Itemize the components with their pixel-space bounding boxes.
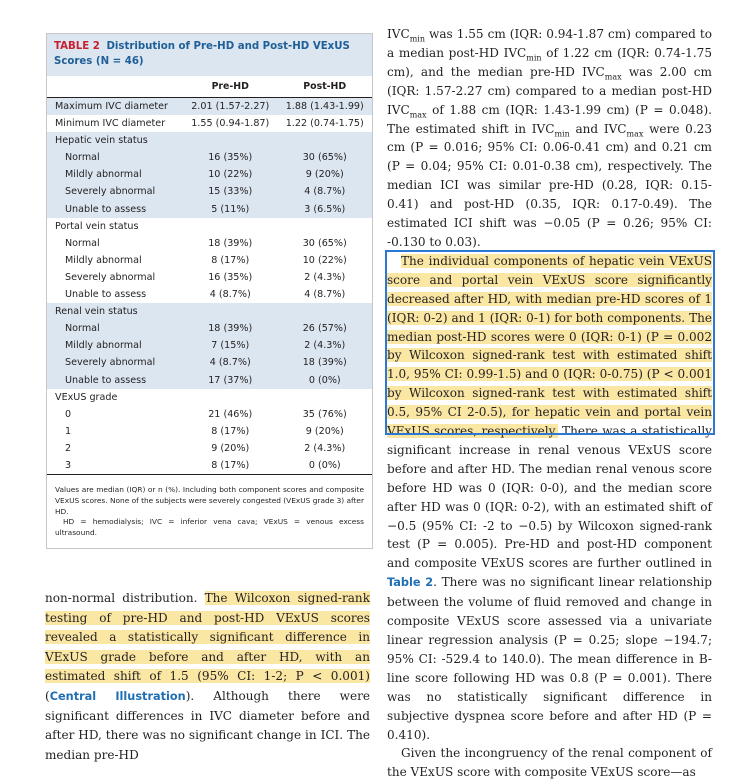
post-hd-value: 1.88 (1.43-1.99) xyxy=(278,98,373,116)
post-hd-value xyxy=(278,218,373,235)
sub-min: min xyxy=(554,128,570,138)
regression-text: . There was no significant linear relationship between the volume of fluid removed and change in composite VExUS score assessed via a univariate linear regression analysis (P = 0.25; slope −194.7; 95% CI: -529.4 to 140.0). The mean difference in B-line score following HD was 0.8 (P = 0.001). There was no statistically significant difference in subjective dyspnea score before and after HD (P = 0.410). xyxy=(387,575,712,742)
pre-hd-value: 4 (8.7%) xyxy=(209,289,251,301)
post-hd-value: 2 (4.3%) xyxy=(304,271,346,283)
pre-hd-value: 2.01 (1.57-2.27) xyxy=(183,98,278,116)
table-row xyxy=(47,183,372,200)
sub-max: max xyxy=(626,128,644,138)
ivc-text-6: and IVC xyxy=(569,121,627,136)
pre-hd-value: 15 (33%) xyxy=(183,183,278,200)
header-post-hd: Post-HD xyxy=(278,76,373,98)
table-grid xyxy=(47,76,372,475)
row-label: Hepatic vein status xyxy=(47,132,183,149)
row-label: Renal vein status xyxy=(47,303,183,320)
pre-hd-value: 18 (39%) xyxy=(183,320,278,337)
post-hd-value xyxy=(278,389,373,406)
table-row xyxy=(47,440,372,457)
left-text-start: non-normal distribution. xyxy=(45,591,205,605)
pre-hd-value: 8 (17%) xyxy=(211,425,250,437)
central-illustration-link[interactable]: Central Illustration xyxy=(49,689,186,703)
table-row xyxy=(47,406,372,423)
post-hd-value: 1.22 (0.74-1.75) xyxy=(285,118,364,130)
post-hd-value: 4 (8.7%) xyxy=(278,183,373,200)
incongruency-paragraph: Given the incongruency of the renal component of the VExUS score with composite VExUS score—as xyxy=(387,746,712,780)
table-row xyxy=(47,252,372,269)
post-hd-value: 10 (22%) xyxy=(302,254,347,266)
table-row xyxy=(47,423,372,440)
pre-hd-value: 8 (17%) xyxy=(183,457,278,475)
pre-hd-value: 1.55 (0.94-1.87) xyxy=(191,118,270,130)
pre-hd-value: 9 (20%) xyxy=(211,442,250,454)
post-hd-value: 35 (76%) xyxy=(302,408,347,420)
pre-hd-value: 21 (46%) xyxy=(208,408,253,420)
row-label: Portal vein status xyxy=(55,220,139,232)
pre-hd-value: 10 (22%) xyxy=(183,166,278,183)
table-footnote xyxy=(47,475,372,548)
row-label: VExUS grade xyxy=(55,391,118,403)
components-paragraph xyxy=(387,252,712,745)
post-hd-value: 30 (65%) xyxy=(278,149,373,166)
ivc-text-7: were 0.23 cm (P = 0.016; 95% CI: 0.06-0.41 cm) and 0.21 cm (P = 0.04; 95% CI: 0.01-0.38 cm), respectively. The median ICI was similar pre-HD (0.28, IQR: 0.15-0.41) and post-HD (0.35, IQR: 0.17-0.49). The estimated ICI shift was −0.05 (P = 0.26; 95% CI: -0.130 to 0.03). xyxy=(387,121,712,249)
table-abbreviations: HD = hemodialysis; IVC = inferior vena cava; VExUS = venous excess ultrasound. xyxy=(55,517,364,538)
pre-hd-value: 17 (37%) xyxy=(183,372,278,389)
row-label: Severely abnormal xyxy=(65,271,156,283)
table-row xyxy=(47,235,372,252)
left-paragraph xyxy=(45,589,370,765)
post-hd-value: 30 (65%) xyxy=(302,237,347,249)
row-label: Normal xyxy=(47,149,183,166)
pre-hd-value: 7 (15%) xyxy=(183,337,278,354)
post-hd-value: 4 (8.7%) xyxy=(304,289,346,301)
table-row xyxy=(47,201,372,218)
highlighted-wilcoxon-result: The Wilcoxon signed-rank testing of pre-HD and post-HD VExUS scores revealed a statistically significant difference in VExUS grade before and after HD, with an estimated shift of 1.5 (95% CI: 1-2; P < 0.001) xyxy=(45,591,370,684)
table-row xyxy=(47,354,372,371)
table-title: Distribution of Pre-HD and Post-HD VExUS Scores (N = 46) xyxy=(54,41,350,67)
sub-max: max xyxy=(604,72,622,82)
ivc-paragraph xyxy=(387,25,712,252)
table-label: TABLE 2 xyxy=(54,41,100,52)
post-hd-value: 0 (0%) xyxy=(278,372,373,389)
table-note: Values are median (IQR) or n (%). Including both component scores and composite VExUS scores. None of the subjects were severely congested (VExUS grade 3) after HD. xyxy=(55,485,364,516)
left-text-paren: ( xyxy=(45,688,50,703)
sub-min: min xyxy=(409,34,425,44)
table-row xyxy=(47,337,372,354)
table-row xyxy=(47,320,372,337)
sub-min: min xyxy=(526,53,542,63)
header-empty xyxy=(47,76,183,98)
row-label: Unable to assess xyxy=(47,201,183,218)
row-label: Minimum IVC diameter xyxy=(55,118,166,130)
table-row xyxy=(47,457,372,475)
post-hd-value: 3 (6.5%) xyxy=(278,201,373,218)
header-pre-hd: Pre-HD xyxy=(183,76,278,98)
row-label: Severely abnormal xyxy=(47,354,183,371)
row-label: Mildly abnormal xyxy=(47,337,183,354)
left-text-end: ). Although there were significant differences in IVC diameter before and after HD, there was no significant change in ICI. The median pre-HD xyxy=(45,688,370,762)
pre-hd-value xyxy=(183,218,278,235)
distribution-table xyxy=(46,33,373,549)
row-label: Mildly abnormal xyxy=(47,166,183,183)
pre-hd-value: 4 (8.7%) xyxy=(183,354,278,371)
post-hd-value: 0 (0%) xyxy=(278,457,373,475)
row-label: Severely abnormal xyxy=(47,183,183,200)
post-hd-value: 2 (4.3%) xyxy=(278,337,373,354)
highlighted-components-result: The individual components of hepatic vein VExUS score and portal vein VExUS score significantly decreased after HD, with median pre-HD scores of 1 (IQR: 0-2) and 1 (IQR: 0-1) for both components. The median post-HD scores were 0 (IQR: 0-1) (P = 0.002 by Wilcoxon signed-rank test with estimated shift 1.0, 95% CI: 0.99-1.5) and 0 (IQR: 0-0.75) (P < 0.001 by Wilcoxon signed-rank test with estimated shift 0.5, 95% CI 2-0.5), for hepatic vein and portal vein VExUS scores, respectively. xyxy=(387,253,712,439)
ivc-text-5: of 1.88 cm (IQR: 1.43-1.99 cm) (P = 0.048). The estimated shift in IVC xyxy=(387,102,712,136)
post-hd-value: 9 (20%) xyxy=(278,166,373,183)
row-label: Normal xyxy=(47,320,183,337)
table-row xyxy=(47,115,372,132)
ivc-text-4: was 2.00 cm (IQR: 1.57-2.27 cm) compared to a median post-HD IVC xyxy=(387,64,712,117)
pre-hd-value xyxy=(183,389,278,406)
table-row xyxy=(47,389,372,406)
table-row xyxy=(47,218,372,235)
table-row xyxy=(47,286,372,303)
post-hd-value: 9 (20%) xyxy=(305,425,344,437)
pre-hd-value: 18 (39%) xyxy=(208,237,253,249)
row-label: 0 xyxy=(65,408,72,420)
pre-hd-value xyxy=(183,303,278,320)
table-2-link[interactable]: Table 2 xyxy=(387,576,434,590)
row-label: 1 xyxy=(65,425,72,437)
row-label: 2 xyxy=(65,442,72,454)
post-hd-value: 18 (39%) xyxy=(278,354,373,371)
table-row xyxy=(47,149,372,166)
renal-text: There was a statistically significant increase in renal venous VExUS score before and after HD. The median renal venous score before HD was 0 (IQR: 0-0), and the median score after HD was 0 (IQR: 0-2), with an estimated shift of −0.5 (95% CI: -2 to −0.5) by Wilcoxon signed-rank test (P = 0.005). Pre-HD and post-HD component and composite VExUS scores are further outlined in xyxy=(387,424,712,571)
pre-hd-value: 5 (11%) xyxy=(183,201,278,218)
table-row xyxy=(47,269,372,286)
ivc-text-2: was 1.55 cm (IQR: 0.94-1.87 cm) compared to a median post-HD IVC xyxy=(387,27,712,60)
left-column-text xyxy=(45,589,370,765)
row-label: Unable to assess xyxy=(47,372,183,389)
post-hd-value: 2 (4.3%) xyxy=(304,442,346,454)
pre-hd-value: 16 (35%) xyxy=(208,271,253,283)
table-row xyxy=(47,166,372,183)
pre-hd-value xyxy=(183,132,278,149)
post-hd-value xyxy=(278,303,373,320)
row-label: Mildly abnormal xyxy=(65,254,142,266)
pre-hd-value: 8 (17%) xyxy=(211,254,250,266)
table-row xyxy=(47,303,372,320)
right-column-text xyxy=(387,25,712,782)
row-label: Unable to assess xyxy=(65,289,147,301)
row-label: 3 xyxy=(47,457,183,475)
pre-hd-value: 16 (35%) xyxy=(183,149,278,166)
sub-max: max xyxy=(409,110,427,120)
table-row xyxy=(47,132,372,149)
post-hd-value: 26 (57%) xyxy=(278,320,373,337)
ivc-text: IVC xyxy=(387,27,410,41)
post-hd-value xyxy=(278,132,373,149)
row-label: Normal xyxy=(65,237,100,249)
ivc-text-3: of 1.22 cm (IQR: 0.74-1.75 cm), and the median pre-HD IVC xyxy=(387,45,712,79)
table-caption xyxy=(47,34,372,76)
table-row xyxy=(47,372,372,389)
table-row xyxy=(47,98,372,116)
row-label: Maximum IVC diameter xyxy=(47,98,183,116)
